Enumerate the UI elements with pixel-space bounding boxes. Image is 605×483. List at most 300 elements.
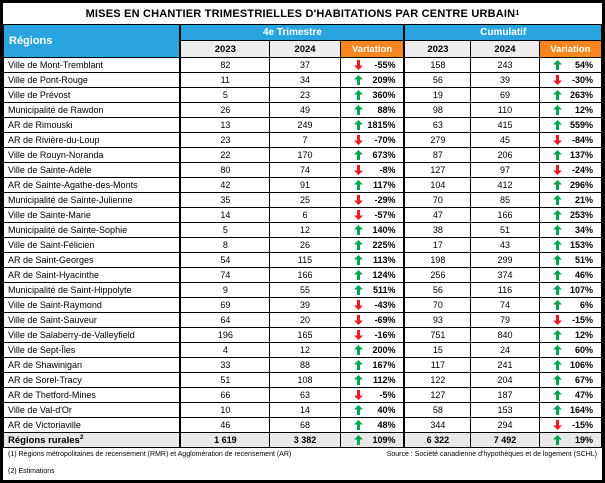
cumulative-2024-cell: 241	[471, 358, 539, 373]
cumulative-2024-cell: 110	[471, 103, 539, 118]
up-arrow-icon	[354, 435, 363, 445]
up-arrow-icon	[553, 195, 562, 205]
down-arrow-icon	[354, 330, 363, 340]
cumulative-2023-cell: 6 322	[404, 433, 470, 448]
region-cell: Ville de Sainte-Adèle	[4, 163, 181, 178]
variation-value: 19%	[574, 435, 593, 445]
cumulative-2024-cell: 43	[471, 238, 539, 253]
cumulative-variation-cell	[539, 388, 601, 403]
region-cell: AR de Sorel-Tracy	[4, 373, 181, 388]
up-arrow-icon	[553, 225, 562, 235]
quarter-2023-cell: 10	[180, 403, 269, 418]
cumulative-2024-cell: 24	[471, 343, 539, 358]
quarter-2024-cell: 115	[270, 253, 340, 268]
cumulative-2024-cell: 74	[471, 298, 539, 313]
cumulative-2023-cell: 38	[404, 223, 470, 238]
cumulative-2024-cell: 374	[471, 268, 539, 283]
quarter-variation-cell	[340, 418, 404, 433]
variation-value: -15%	[571, 315, 593, 325]
variation-value: -8%	[379, 165, 396, 175]
down-arrow-icon	[354, 300, 363, 310]
up-arrow-icon	[354, 180, 363, 190]
cumulative-2023-cell: 63	[404, 118, 470, 133]
table-row	[4, 88, 602, 103]
quarter-2023-cell: 35	[180, 193, 269, 208]
variation-value: 167%	[372, 360, 396, 370]
footnote-2: (2) Estimations	[8, 468, 55, 475]
variation-value: -57%	[374, 210, 396, 220]
cumulative-variation-cell	[539, 238, 601, 253]
region-cell: Ville de Salaberry-de-Valleyfield	[4, 328, 181, 343]
quarter-2024-cell: 34	[270, 73, 340, 88]
page-title-text: MISES EN CHANTIER TRIMESTRIELLES D'HABITATIONS PAR CENTRE URBAIN	[85, 7, 516, 20]
table-row	[4, 118, 602, 133]
variation-value: 67%	[574, 375, 593, 385]
cumulative-variation-cell	[539, 418, 601, 433]
total-row	[4, 433, 602, 448]
cumulative-2024-cell: 85	[471, 193, 539, 208]
quarter-variation-cell	[340, 268, 404, 283]
quarter-2024-cell: 170	[270, 148, 340, 163]
table-row	[4, 283, 602, 298]
table-row	[4, 73, 602, 88]
quarter-2023-cell: 22	[180, 148, 269, 163]
cumulative-2023-cell: 70	[404, 298, 470, 313]
cumulative-variation-cell	[539, 268, 601, 283]
variation-value: 46%	[574, 270, 593, 280]
cumulative-2023-cell: 751	[404, 328, 470, 343]
variation-value: 60%	[574, 345, 593, 355]
region-cell: AR de Sainte-Agathe-des-Monts	[4, 178, 181, 193]
up-arrow-icon	[553, 60, 562, 70]
up-arrow-icon	[553, 375, 562, 385]
variation-value: 109%	[372, 435, 396, 445]
quarter-2024-cell: 166	[270, 268, 340, 283]
quarter-2024-cell: 108	[270, 373, 340, 388]
quarter-2024-cell: 88	[270, 358, 340, 373]
quarter-2023-cell: 69	[180, 298, 269, 313]
up-arrow-icon	[354, 420, 363, 430]
footnote-1: (1) Régions métropolitaines de recensement (RMR) et Agglomération de recensement (AR)	[8, 451, 292, 458]
table-row	[4, 403, 602, 418]
up-arrow-icon	[354, 75, 363, 85]
variation-value: 164%	[569, 405, 593, 415]
quarter-2023-cell: 80	[180, 163, 269, 178]
variation-value: 1815%	[367, 120, 396, 130]
variation-value: 296%	[569, 180, 593, 190]
cumulative-2023-cell: 47	[404, 208, 470, 223]
quarter-variation-cell	[340, 193, 404, 208]
down-arrow-icon	[553, 135, 562, 145]
cumulative-2023-cell: 158	[404, 58, 470, 73]
cumulative-2024-cell: 294	[471, 418, 539, 433]
region-cell: Municipalité de Sainte-Sophie	[4, 223, 181, 238]
table-row	[4, 178, 602, 193]
quarter-variation-cell	[340, 178, 404, 193]
variation-value: -84%	[571, 135, 593, 145]
variation-value: 209%	[372, 75, 396, 85]
cumulative-2024-cell: 166	[471, 208, 539, 223]
cumulative-variation-cell	[539, 433, 601, 448]
up-arrow-icon	[354, 150, 363, 160]
quarter-2023-cell: 42	[180, 178, 269, 193]
quarter-variation-cell	[340, 163, 404, 178]
cumulative-2024-cell: 299	[471, 253, 539, 268]
cumulative-variation-cell	[539, 358, 601, 373]
quarter-2024-cell: 26	[270, 238, 340, 253]
down-arrow-icon	[553, 420, 562, 430]
region-cell: Ville de Saint-Sauveur	[4, 313, 181, 328]
quarter-variation-cell	[340, 433, 404, 448]
table-row	[4, 328, 602, 343]
quarter-2024-cell: 7	[270, 133, 340, 148]
cumulative-2024-cell: 187	[471, 388, 539, 403]
cumulative-variation-cell	[539, 298, 601, 313]
up-arrow-icon	[553, 285, 562, 295]
quarter-variation-cell	[340, 298, 404, 313]
cumulative-2023-cell: 98	[404, 103, 470, 118]
quarter-2023-cell: 51	[180, 373, 269, 388]
variation-value: 34%	[574, 225, 593, 235]
quarter-2023-cell: 1 619	[180, 433, 269, 448]
column-group-quarter: 4e Trimestre	[180, 25, 404, 41]
quarter-variation-cell	[340, 373, 404, 388]
column-header-c-2023: 2023	[404, 41, 470, 58]
quarter-2024-cell: 49	[270, 103, 340, 118]
cumulative-variation-cell	[539, 133, 601, 148]
region-cell: Ville de Sainte-Marie	[4, 208, 181, 223]
cumulative-variation-cell	[539, 208, 601, 223]
cumulative-2023-cell: 17	[404, 238, 470, 253]
cumulative-2023-cell: 58	[404, 403, 470, 418]
region-cell: AR de Shawinigan	[4, 358, 181, 373]
variation-value: 511%	[372, 285, 396, 295]
quarter-2023-cell: 23	[180, 133, 269, 148]
column-header-q-2023: 2023	[180, 41, 269, 58]
cumulative-2024-cell: 39	[471, 73, 539, 88]
cumulative-2023-cell: 127	[404, 163, 470, 178]
up-arrow-icon	[553, 105, 562, 115]
cumulative-2023-cell: 279	[404, 133, 470, 148]
up-arrow-icon	[354, 255, 363, 265]
down-arrow-icon	[553, 75, 562, 85]
up-arrow-icon	[354, 360, 363, 370]
cumulative-2023-cell: 87	[404, 148, 470, 163]
quarter-variation-cell	[340, 223, 404, 238]
variation-value: 253%	[569, 210, 593, 220]
variation-value: 263%	[569, 90, 593, 100]
quarter-2024-cell: 37	[270, 58, 340, 73]
region-cell: Municipalité de Saint-Hippolyte	[4, 283, 181, 298]
up-arrow-icon	[553, 405, 562, 415]
cumulative-variation-cell	[539, 73, 601, 88]
variation-value: -15%	[571, 420, 593, 430]
quarter-variation-cell	[340, 88, 404, 103]
cumulative-variation-cell	[539, 163, 601, 178]
table-row	[4, 103, 602, 118]
quarter-2023-cell: 26	[180, 103, 269, 118]
variation-value: 124%	[372, 270, 396, 280]
variation-value: 40%	[377, 405, 396, 415]
region-cell: Ville de Saint-Raymond	[4, 298, 181, 313]
variation-value: 360%	[372, 90, 396, 100]
cumulative-2024-cell: 97	[471, 163, 539, 178]
cumulative-variation-cell	[539, 178, 601, 193]
down-arrow-icon	[553, 315, 562, 325]
region-cell: Ville de Pont-Rouge	[4, 73, 181, 88]
quarter-2023-cell: 13	[180, 118, 269, 133]
cumulative-2023-cell: 93	[404, 313, 470, 328]
quarter-variation-cell	[340, 58, 404, 73]
cumulative-variation-cell	[539, 118, 601, 133]
cumulative-2023-cell: 127	[404, 388, 470, 403]
up-arrow-icon	[553, 360, 562, 370]
cumulative-2024-cell: 7 492	[471, 433, 539, 448]
table-body	[4, 58, 602, 448]
variation-value: 112%	[372, 375, 396, 385]
down-arrow-icon	[354, 210, 363, 220]
up-arrow-icon	[553, 255, 562, 265]
table-row	[4, 238, 602, 253]
quarter-2023-cell: 33	[180, 358, 269, 373]
variation-value: 113%	[372, 255, 396, 265]
cumulative-variation-cell	[539, 343, 601, 358]
variation-value: 200%	[372, 345, 396, 355]
region-cell: AR de Victoriaville	[4, 418, 181, 433]
cumulative-variation-cell	[539, 253, 601, 268]
cumulative-variation-cell	[539, 103, 601, 118]
quarter-variation-cell	[340, 253, 404, 268]
variation-value: 117%	[372, 180, 396, 190]
quarter-2023-cell: 46	[180, 418, 269, 433]
region-cell: Ville de Rouyn-Noranda	[4, 148, 181, 163]
up-arrow-icon	[354, 240, 363, 250]
cumulative-2024-cell: 51	[471, 223, 539, 238]
up-arrow-icon	[553, 150, 562, 160]
quarter-2023-cell: 64	[180, 313, 269, 328]
variation-value: -70%	[374, 135, 396, 145]
region-cell: Ville de Saint-Félicien	[4, 238, 181, 253]
quarter-2023-cell: 54	[180, 253, 269, 268]
cumulative-2023-cell: 122	[404, 373, 470, 388]
cumulative-variation-cell	[539, 88, 601, 103]
up-arrow-icon	[553, 180, 562, 190]
region-cell: AR de Saint-Georges	[4, 253, 181, 268]
region-cell: AR de Saint-Hyacinthe	[4, 268, 181, 283]
cumulative-2024-cell: 45	[471, 133, 539, 148]
region-cell: Régions rurales$^2$	[4, 433, 181, 448]
table-row	[4, 313, 602, 328]
variation-value: 559%	[569, 120, 593, 130]
quarter-2023-cell: 14	[180, 208, 269, 223]
table-row	[4, 58, 602, 73]
up-arrow-icon	[354, 120, 363, 130]
up-arrow-icon	[553, 90, 562, 100]
quarter-2023-cell: 11	[180, 73, 269, 88]
quarter-variation-cell	[340, 118, 404, 133]
table-row	[4, 373, 602, 388]
column-header-c-2024: 2024	[471, 41, 539, 58]
up-arrow-icon	[354, 405, 363, 415]
cumulative-2023-cell: 15	[404, 343, 470, 358]
quarter-2024-cell: 3 382	[270, 433, 340, 448]
region-cell: AR de Rivière-du-Loup	[4, 133, 181, 148]
cumulative-variation-cell	[539, 328, 601, 343]
header-group-row	[4, 25, 602, 41]
table-row	[4, 418, 602, 433]
variation-value: -69%	[374, 315, 396, 325]
quarter-variation-cell	[340, 283, 404, 298]
cumulative-2023-cell: 56	[404, 73, 470, 88]
up-arrow-icon	[354, 285, 363, 295]
quarter-variation-cell	[340, 208, 404, 223]
cumulative-2024-cell: 153	[471, 403, 539, 418]
quarter-2024-cell: 55	[270, 283, 340, 298]
cumulative-2024-cell: 116	[471, 283, 539, 298]
table-row	[4, 343, 602, 358]
table-row	[4, 223, 602, 238]
up-arrow-icon	[553, 270, 562, 280]
down-arrow-icon	[354, 165, 363, 175]
down-arrow-icon	[553, 165, 562, 175]
variation-value: -29%	[374, 195, 396, 205]
variation-value: 21%	[574, 195, 593, 205]
cumulative-variation-cell	[539, 373, 601, 388]
column-header-q-variation: Variation	[340, 41, 404, 58]
down-arrow-icon	[354, 315, 363, 325]
table-row	[4, 148, 602, 163]
column-header-c-variation: Variation	[539, 41, 601, 58]
down-arrow-icon	[354, 135, 363, 145]
quarter-2024-cell: 12	[270, 223, 340, 238]
source-note: Source : Société canadienne d'hypothèques et de logement (SCHL)	[386, 451, 597, 458]
variation-value: 54%	[574, 60, 593, 70]
quarter-2023-cell: 5	[180, 88, 269, 103]
variation-value: 673%	[372, 150, 396, 160]
variation-value: 6%	[579, 300, 593, 310]
cumulative-2024-cell: 840	[471, 328, 539, 343]
table-row	[4, 208, 602, 223]
table-row	[4, 253, 602, 268]
quarter-2023-cell: 74	[180, 268, 269, 283]
variation-value: 107%	[569, 285, 593, 295]
region-cell: Ville de Mont-Tremblant	[4, 58, 181, 73]
up-arrow-icon	[553, 330, 562, 340]
quarter-2024-cell: 63	[270, 388, 340, 403]
quarter-2024-cell: 74	[270, 163, 340, 178]
variation-value: 51%	[574, 255, 593, 265]
variation-value: -16%	[374, 330, 396, 340]
variation-value: 153%	[569, 240, 593, 250]
variation-value: -55%	[374, 60, 396, 70]
variation-value: -30%	[571, 75, 593, 85]
up-arrow-icon	[553, 210, 562, 220]
variation-value: 140%	[372, 225, 396, 235]
quarter-2023-cell: 196	[180, 328, 269, 343]
region-cell: AR de Thetford-Mines	[4, 388, 181, 403]
variation-value: -5%	[379, 390, 396, 400]
table-row	[4, 358, 602, 373]
table-row	[4, 133, 602, 148]
variation-value: 137%	[569, 150, 593, 160]
up-arrow-icon	[553, 435, 562, 445]
region-cell: Ville de Prévost	[4, 88, 181, 103]
cumulative-variation-cell	[539, 313, 601, 328]
region-cell: Ville de Val-d'Or	[4, 403, 181, 418]
variation-value: 225%	[372, 240, 396, 250]
variation-value: 12%	[574, 330, 593, 340]
quarter-variation-cell	[340, 73, 404, 88]
column-header-regions: Régions	[4, 25, 181, 58]
cumulative-variation-cell	[539, 193, 601, 208]
region-footnote-marker: 2	[79, 433, 84, 441]
cumulative-2024-cell: 206	[471, 148, 539, 163]
cumulative-variation-cell	[539, 403, 601, 418]
cumulative-variation-cell	[539, 58, 601, 73]
cumulative-2023-cell: 70	[404, 193, 470, 208]
quarter-variation-cell	[340, 358, 404, 373]
variation-value: -43%	[374, 300, 396, 310]
cumulative-2023-cell: 56	[404, 283, 470, 298]
quarter-2024-cell: 20	[270, 313, 340, 328]
cumulative-2023-cell: 104	[404, 178, 470, 193]
region-cell: Ville de Sept-Îles	[4, 343, 181, 358]
variation-value: 88%	[377, 105, 396, 115]
quarter-variation-cell	[340, 403, 404, 418]
quarter-2024-cell: 249	[270, 118, 340, 133]
cumulative-2023-cell: 198	[404, 253, 470, 268]
variation-value: 47%	[574, 390, 593, 400]
cumulative-2024-cell: 412	[471, 178, 539, 193]
quarter-2024-cell: 91	[270, 178, 340, 193]
region-cell: Municipalité de Rawdon	[4, 103, 181, 118]
region-cell: AR de Rimouski	[4, 118, 181, 133]
variation-value: 48%	[377, 420, 396, 430]
cumulative-variation-cell	[539, 283, 601, 298]
quarter-2024-cell: 23	[270, 88, 340, 103]
quarter-variation-cell	[340, 238, 404, 253]
quarter-variation-cell	[340, 133, 404, 148]
cumulative-2024-cell: 204	[471, 373, 539, 388]
table-row	[4, 268, 602, 283]
quarter-2024-cell: 39	[270, 298, 340, 313]
up-arrow-icon	[354, 225, 363, 235]
cumulative-2024-cell: 79	[471, 313, 539, 328]
quarter-variation-cell	[340, 388, 404, 403]
down-arrow-icon	[354, 60, 363, 70]
cumulative-2023-cell: 117	[404, 358, 470, 373]
cumulative-variation-cell	[539, 223, 601, 238]
up-arrow-icon	[354, 375, 363, 385]
quarter-2024-cell: 14	[270, 403, 340, 418]
region-cell: Municipalité de Sainte-Julienne	[4, 193, 181, 208]
down-arrow-icon	[354, 390, 363, 400]
quarter-2024-cell: 6	[270, 208, 340, 223]
up-arrow-icon	[553, 300, 562, 310]
footnotes	[3, 448, 602, 478]
up-arrow-icon	[354, 105, 363, 115]
up-arrow-icon	[354, 270, 363, 280]
quarter-2023-cell: 8	[180, 238, 269, 253]
table-row	[4, 298, 602, 313]
cumulative-variation-cell	[539, 148, 601, 163]
up-arrow-icon	[553, 120, 562, 130]
cumulative-2024-cell: 243	[471, 58, 539, 73]
cumulative-2023-cell: 344	[404, 418, 470, 433]
up-arrow-icon	[553, 345, 562, 355]
quarter-variation-cell	[340, 313, 404, 328]
up-arrow-icon	[553, 390, 562, 400]
